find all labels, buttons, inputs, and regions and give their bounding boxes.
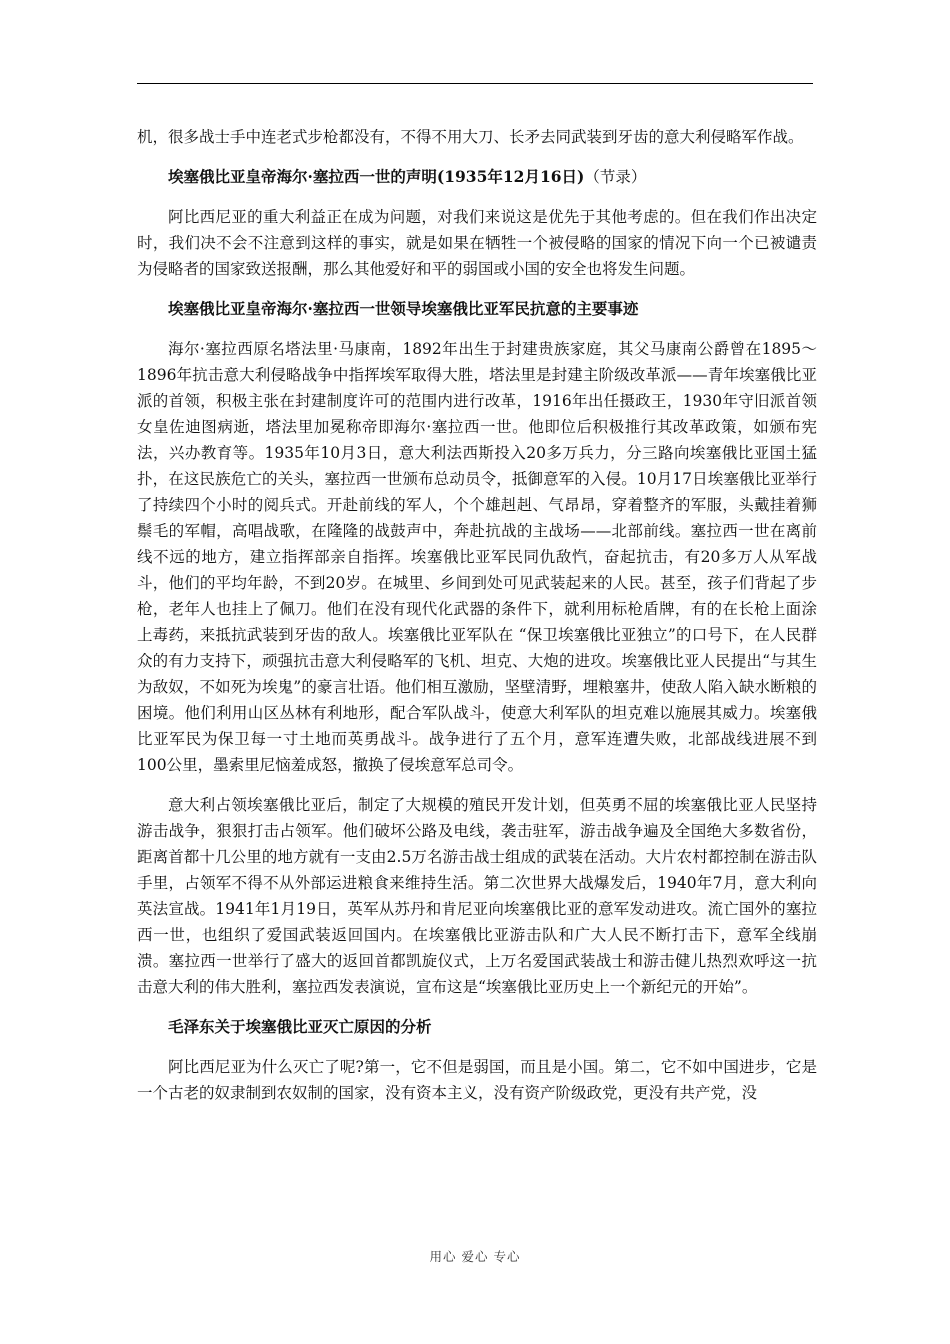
document-body [137,124,817,1120]
header-rule [137,83,813,84]
heading-suffix: （节录） [584,168,647,186]
paragraph-analysis: 阿比西尼亚为什么灭亡了呢?第一，它不但是弱国，而且是小国。第二，它不如中国进步，它是一个古老的奴隶制到农奴制的国家，没有资本主义，没有资产阶级政党，更没有共产党，没 [137,1058,817,1102]
heading-text: 埃塞俄比亚皇帝海尔·塞拉西一世领导埃塞俄比亚军民抗意的主要事迹 [168,299,639,318]
section-heading-declaration [137,164,817,190]
page-footer: 用心 爱心 专心 [429,1249,521,1264]
paragraph-declaration: 阿比西尼亚的重大利益正在成为问题，对我们来说这是优先于其他考虑的。但在我们作出决定时，我们决不会不注意到这样的事实，就是如果在牺牲一个被侵略的国家的情况下向一个已被谴责为侵略者的国家致送报酬，那么其他爱好和平的弱国或小国的安全也将发生问题。 [137,208,817,278]
section-heading-deeds [137,296,817,322]
section-heading-analysis [137,1014,817,1040]
heading-text: 毛泽东关于埃塞俄比亚灭亡原因的分析 [168,1017,432,1036]
paragraph-continuation: 机，很多战士手中连老式步枪都没有，不得不用大刀、长矛去同武装到牙齿的意大利侵略军作战。 [137,128,804,146]
paragraph-guerrilla: 意大利占领埃塞俄比亚后，制定了大规模的殖民开发计划，但英勇不屈的埃塞俄比亚人民坚持游击战争，狠狠打击占领军。他们破坏公路及电线，袭击驻军，游击战争遍及全国绝大多数省份，距离首都十几公里的地方就有一支由2.5万名游击战士组成的武装在活动。大片农村都控制在游击队手里，占领军不得不从外部运进粮食来维持生活。第二次世界大战爆发后，1940年7月，意大利向英法宣战。1941年1月19日，英军从苏丹和肯尼亚向埃塞俄比亚的意军发动进攻。流亡国外的塞拉西一世，也组织了爱国武装返回国内。在埃塞俄比亚游击队和广大人民不断打击下，意军全线崩溃。塞拉西一世举行了盛大的返回首都凯旋仪式，上万名爱国武装战士和游击健儿热烈欢呼这一抗击意大利的伟大胜利，塞拉西发表演说，宣布这是“埃塞俄比亚历史上一个新纪元的开始”。 [137,796,817,996]
paragraph-deeds: 海尔·塞拉西原名塔法里·马康南，1892年出生于封建贵族家庭，其父马康南公爵曾在1895～1896年抗击意大利侵略战争中指挥埃军取得大胜，塔法里是封建主阶级改革派——青年埃塞俄比亚派的首领，积极主张在封建制度许可的范围内进行改革，1916年出任摄政王，1930年守旧派首领女皇佐迪图病逝，塔法里加冕称帝即海尔·塞拉西一世。他即位后积极推行其改革政策，如颁布宪法，兴办教育等。1935年10月3日，意大利法西斯投入20多万兵力，分三路向埃塞俄比亚国土猛扑，在这民族危亡的关头，塞拉西一世颁布总动员令，抵御意军的入侵。10月17日埃塞俄比亚举行了持续四个小时的阅兵式。开赴前线的军人，个个雄赳赳、气昂昂，穿着整齐的军服，头戴挂着狮鬃毛的军帽，高唱战歌，在隆隆的战鼓声中，奔赴抗战的主战场——北部前线。塞拉西一世在离前线不远的地方，建立指挥部亲自指挥。埃塞俄比亚军民同仇敌忾，奋起抗击，有20多万人从军战斗，他们的平均年龄，不到20岁。在城里、乡间到处可见武装起来的人民。甚至，孩子们背起了步枪，老年人也挂上了佩刀。他们在没有现代化武器的条件下，就利用标枪盾牌，有的在长枪上面涂上毒药，来抵抗武装到牙齿的敌人。埃塞俄比亚军队在 “保卫埃塞俄比亚独立”的口号下，在人民群众的有力支持下，顽强抗击意大利侵略军的飞机、坦克、大炮的进攻。埃塞俄比亚人民提出“与其生为敌奴，不如死为埃鬼”的豪言壮语。他们相互激励，坚壁清野，埋粮塞井，使敌人陷入缺水断粮的困境。他们利用山区丛林有利地形，配合军队战斗，使意大利军队的坦克难以施展其威力。埃塞俄比亚军民为保卫每一寸土地而英勇战斗。战争进行了五个月，意军连遭失败，北部战线进展不到100公里，墨索里尼恼羞成怒，撤换了侵埃意军总司令。 [137,340,817,774]
heading-text: 埃塞俄比亚皇帝海尔·塞拉西一世的声明(1935年12月16日) [168,167,585,186]
